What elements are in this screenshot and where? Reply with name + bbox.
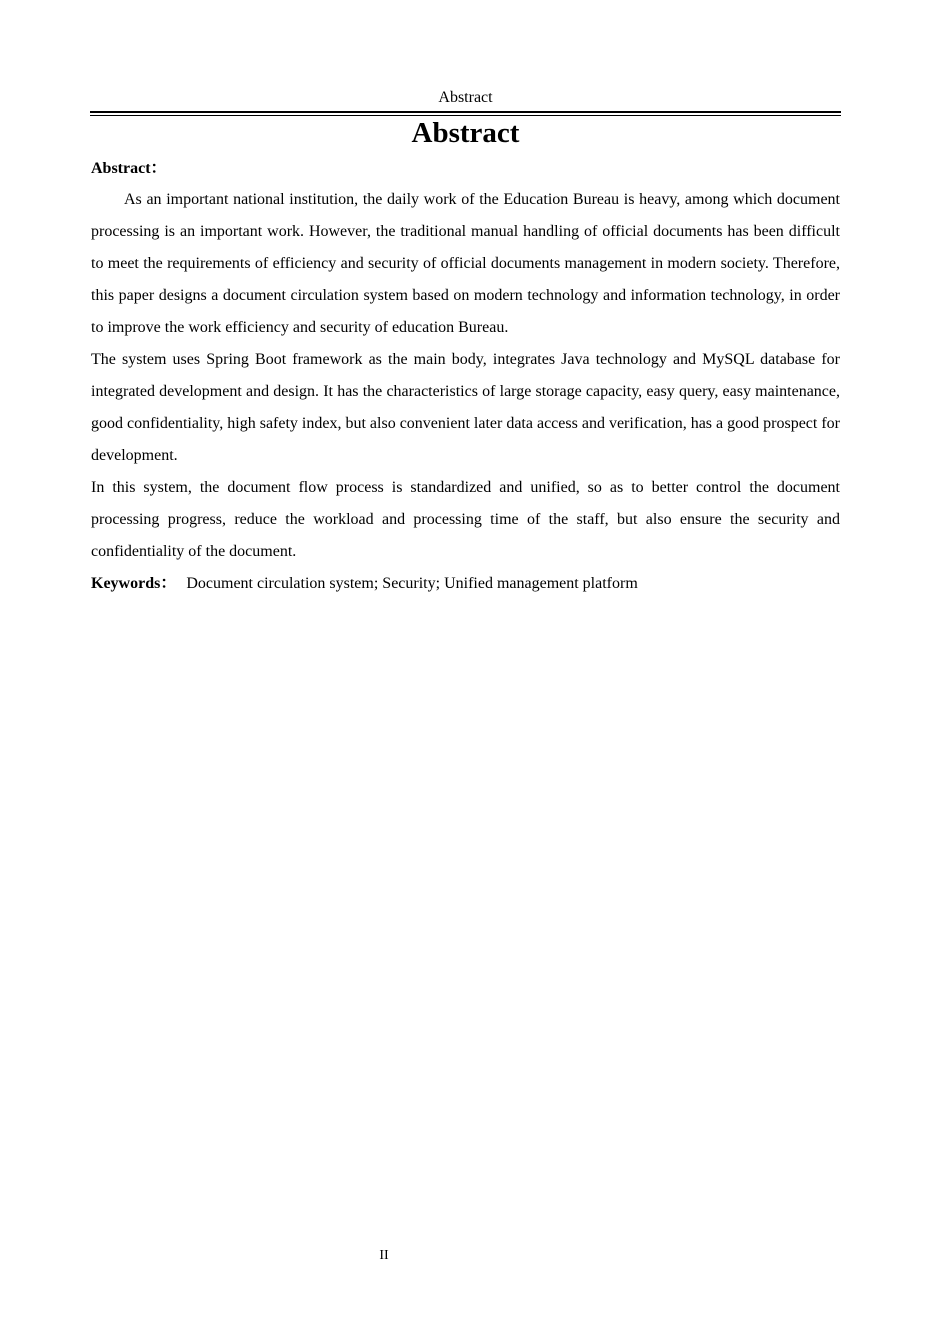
keywords-label: Keywords： — [91, 575, 177, 592]
keywords-value: Document circulation system; Security; Unified management platform — [186, 575, 638, 592]
running-header: Abstract — [438, 89, 493, 106]
abstract-paragraph-1: As an important national institution, the daily work of the Education Bureau is heavy, among which document processing is an important work. However, the traditional manual handling of official documents has been difficult to meet the requirements of efficiency and security of official documents management in modern society. Therefore, this paper designs a document circulation system based on modern technology and information technology, in order to improve the work efficiency and security of education Bureau. — [91, 191, 840, 336]
abstract-paragraph-2: The system uses Spring Boot framework as the main body, integrates Java technology and MySQL database for integrated development and design. It has the characteristics of large storage capacity, easy query, easy maintenance, good confidentiality, high safety index, but also convenient later data access and verification, has a good prospect for development. — [91, 351, 840, 464]
abstract-paragraph-3: In this system, the document flow process is standardized and unified, so as to better control the document processing progress, reduce the workload and processing time of the staff, but also ensure the security and confidentiality of the document. — [91, 479, 840, 560]
keywords-line — [91, 568, 840, 600]
page-number: II — [379, 1248, 389, 1263]
abstract-body — [91, 184, 840, 600]
header-rule-thick — [90, 111, 841, 113]
page-title: Abstract — [411, 117, 520, 149]
abstract-label: Abstract： — [91, 160, 167, 177]
